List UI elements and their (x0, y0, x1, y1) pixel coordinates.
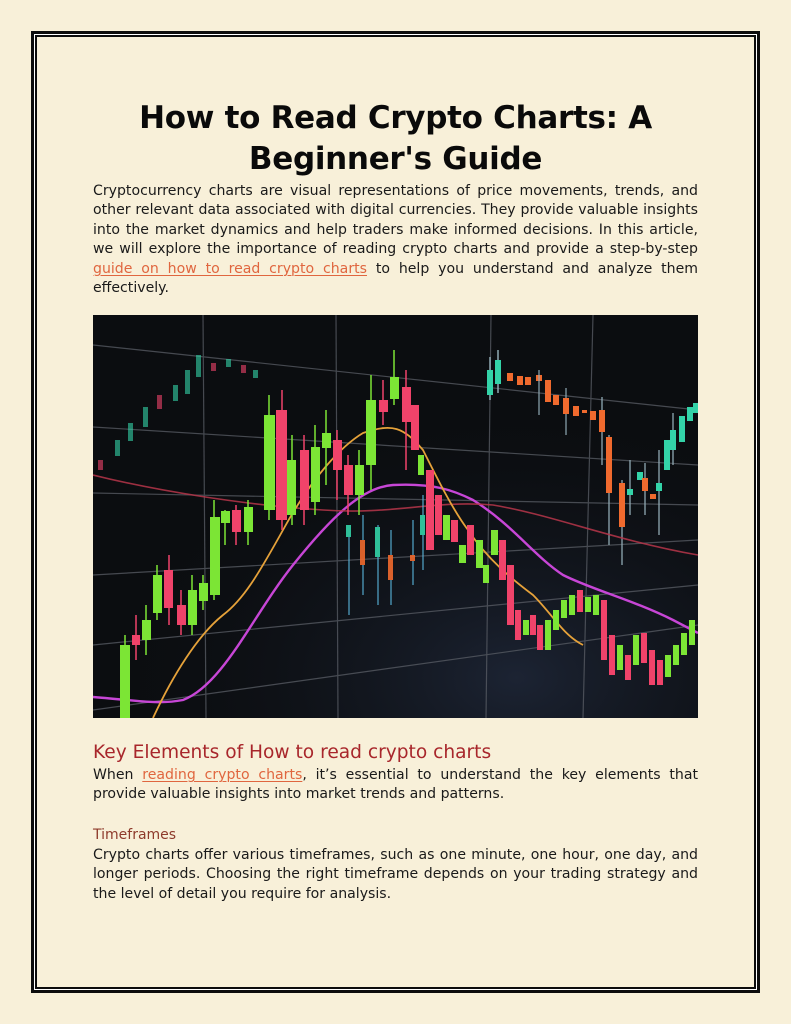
intro-paragraph (93, 182, 698, 298)
page-title (93, 98, 698, 180)
key-elements-paragraph (93, 766, 698, 805)
crypto-chart-image (93, 315, 698, 718)
guide-link[interactable]: guide on how to read crypto charts (93, 260, 367, 277)
intro-text-start: Cryptocurrency charts are visual representations of price movements, trends, and other relevant data associated with digital currencies. They provide valuable insights into the market dynamics and help traders make informed decisions. In this article, we will explore the importance of reading crypto charts and provide a step-by-step (93, 183, 698, 258)
page-title-line-2: Beginner's Guide (248, 141, 543, 177)
subheading-timeframes: Timeframes (93, 827, 177, 843)
key-elements-text-end: , it’s essential to understand the key elements that provide valuable insights into market trends and patterns. (93, 767, 699, 803)
section-heading-key-elements: Key Elements of How to read crypto charts (93, 742, 492, 763)
timeframes-paragraph: Crypto charts offer various timeframes, such as one minute, one hour, one day, and longer periods. Choosing the right timeframe depends on your trading strategy and the level of detail you require for analysis. (93, 847, 698, 902)
reading-crypto-charts-link[interactable]: reading crypto charts (142, 767, 303, 783)
key-elements-text-start: When (93, 767, 143, 783)
page-title-line-1: How to Read Crypto Charts: A (139, 100, 652, 136)
intro-text-end: to help you understand and analyze them effectively. (93, 260, 698, 297)
candlestick-chart-illustration (93, 315, 698, 718)
